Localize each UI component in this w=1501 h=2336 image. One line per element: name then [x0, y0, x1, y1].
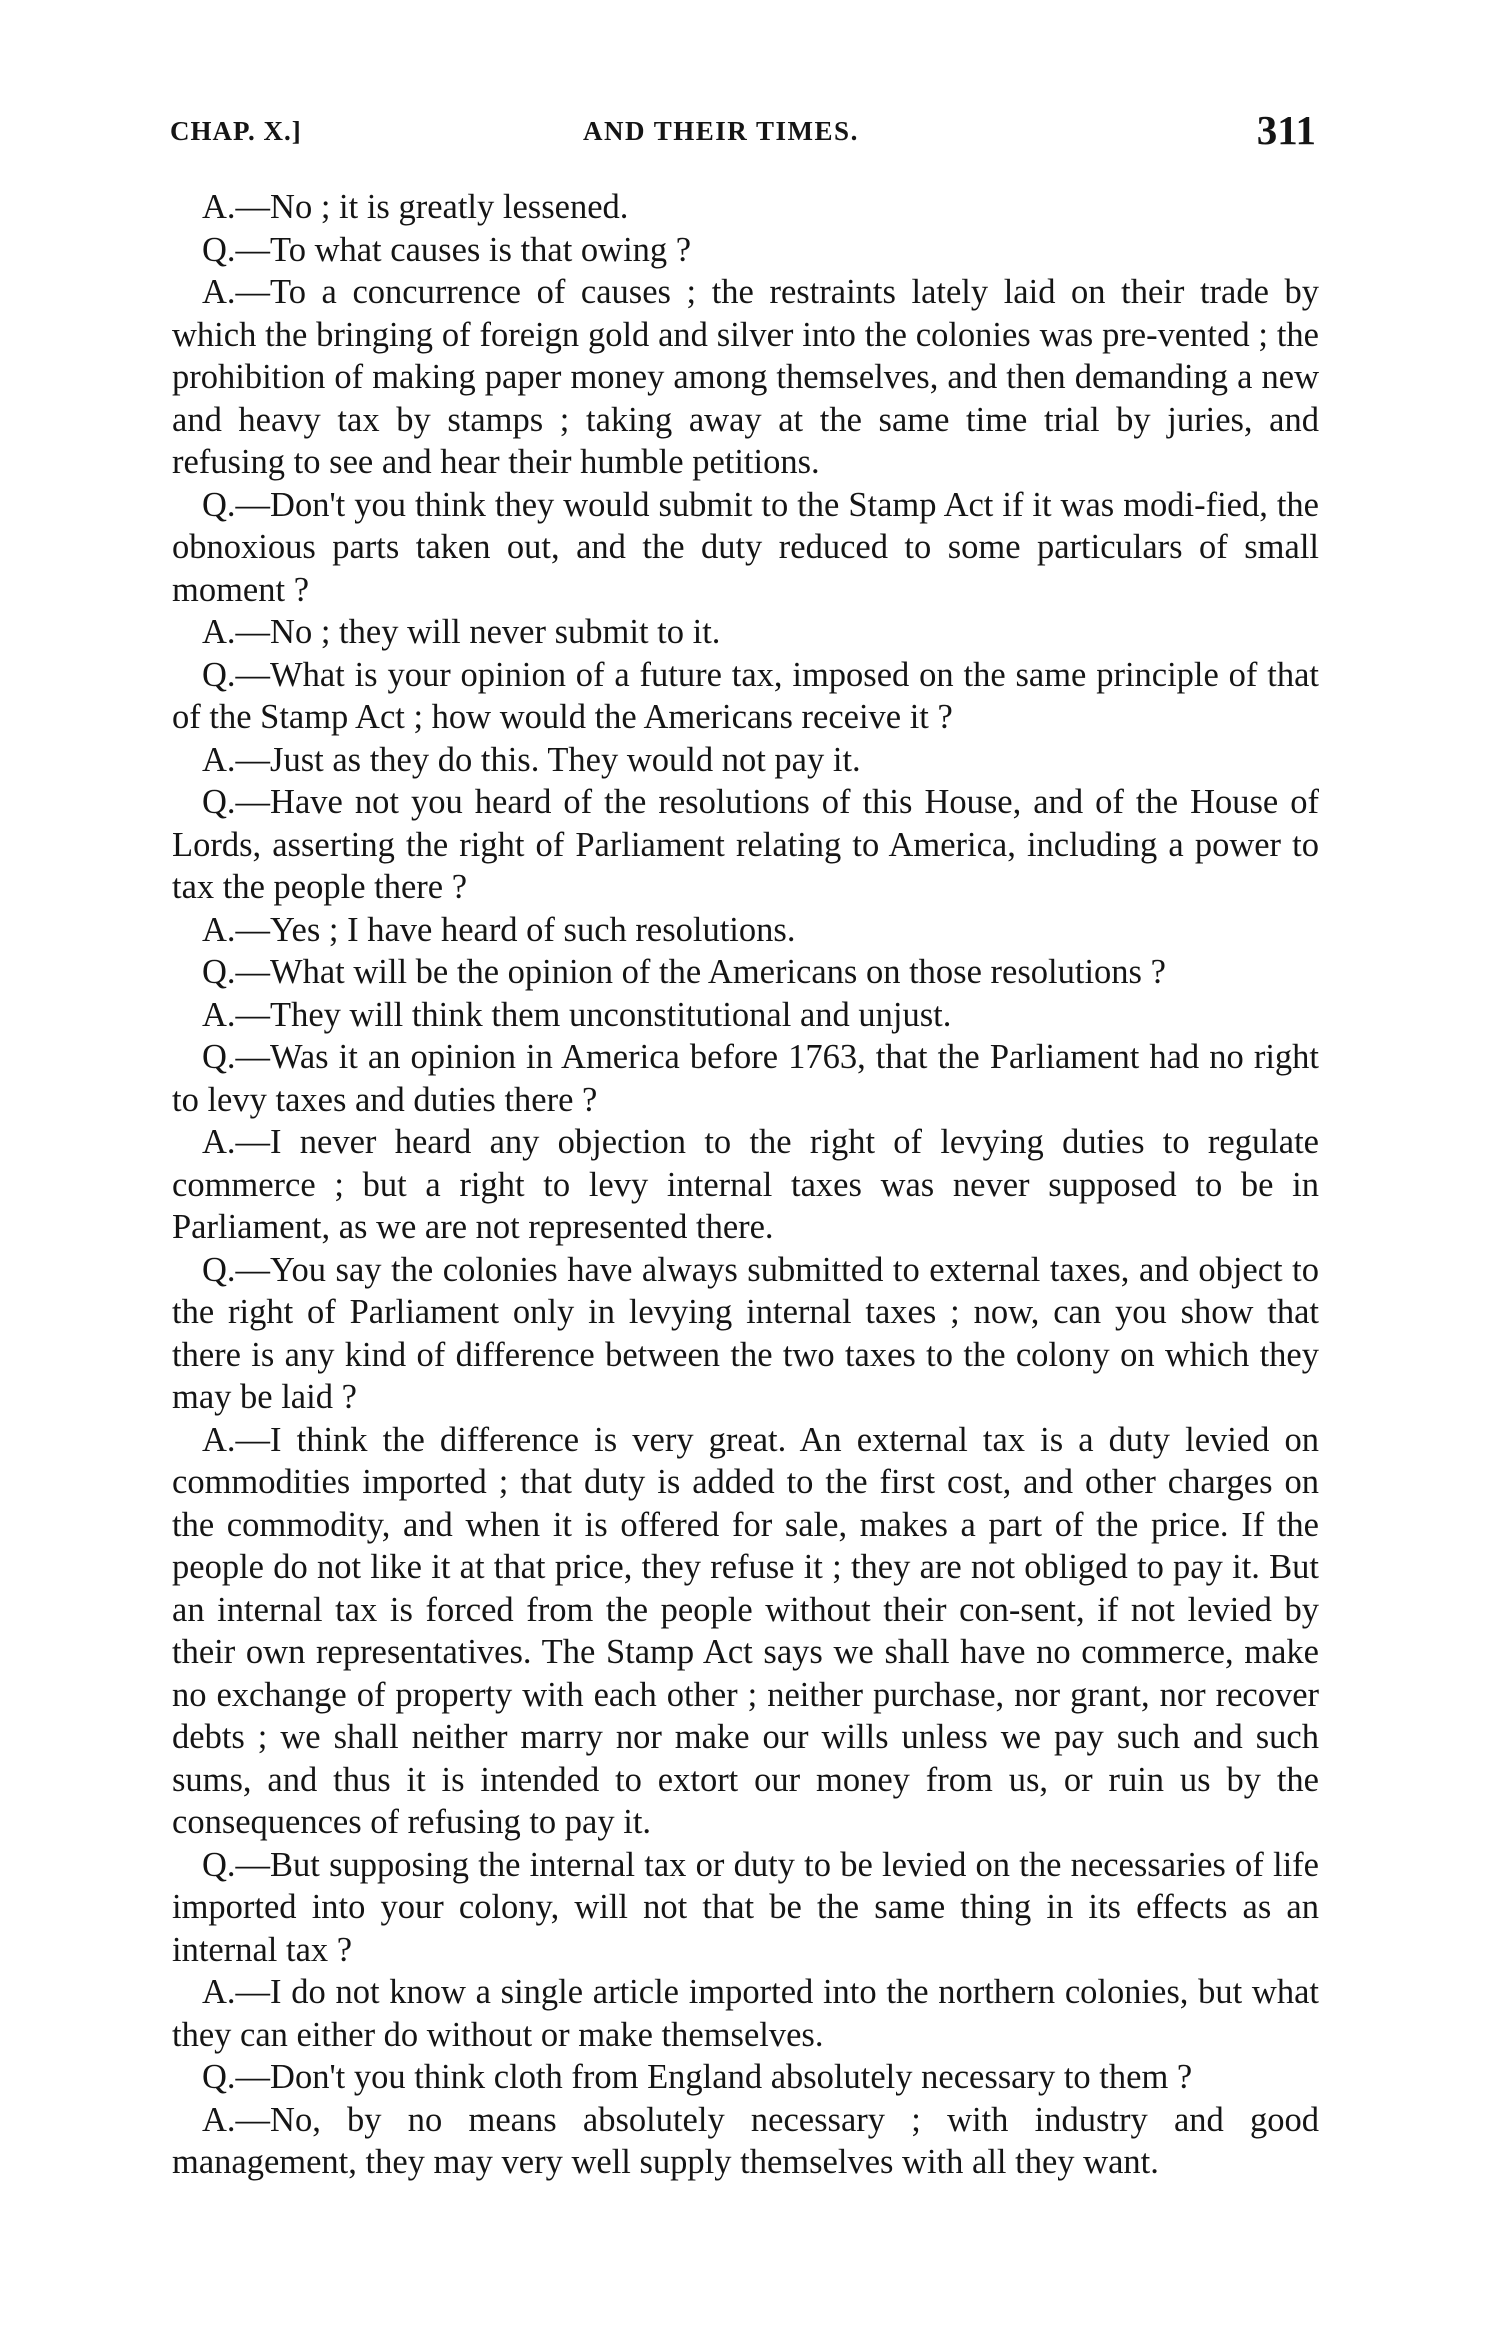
paragraph: Q.—What will be the opinion of the Americans on those resolutions ?: [202, 953, 1166, 991]
running-head: [170, 104, 1316, 164]
paragraph: A.—They will think them unconstitutional and unjust.: [202, 995, 952, 1034]
paragraph: Q.—You say the colonies have always submitted to external taxes, and object to the right of Parliament only in levying internal taxes ; now, can you show that there is any kind of difference between the two taxes to the colony on which they may be laid ?: [172, 1250, 1319, 1416]
paragraph: Q.—Was it an opinion in America before 1763, that the Parliament had no right to levy taxes and duties there ?: [172, 1038, 1319, 1119]
paragraph: A.—I do not know a single article imported into the northern colonies, but what they can either do without or make themselves.: [172, 1973, 1319, 2054]
body-text: [172, 186, 1319, 2184]
paragraph: A.—Just as they do this. They would not pay it.: [202, 740, 861, 779]
paragraph: A.—To a concurrence of causes ; the restraints lately laid on their trade by which the bringing of foreign gold and silver into the colonies was pre-vented ; the prohibition of making paper money among themselves, and then demanding a new and heavy tax by stamps ; taking away at the same time trial by juries, and refusing to see and hear their humble petitions.: [172, 273, 1319, 481]
chapter-label: CHAP. X.]: [170, 116, 302, 146]
paragraph: A.—No ; they will never submit to it.: [202, 613, 721, 651]
paragraph: A.—No ; it is greatly lessened.: [202, 188, 629, 226]
paragraph: Q.—Don't you think cloth from England absolutely necessary to them ?: [202, 2058, 1193, 2096]
paragraph: Q.—But supposing the internal tax or duty to be levied on the necessaries of life imported into your colony, will not that be the same thing in its effects as an internal tax ?: [172, 1845, 1319, 1969]
running-title: AND THEIR TIMES.: [583, 116, 859, 146]
paragraph: A.—I never heard any objection to the right of levying duties to regulate commerce ; but a right to levy internal taxes was never supposed to be in Parliament, as we are not represented there.: [172, 1123, 1319, 1246]
paragraph: Q.—What is your opinion of a future tax, imposed on the same principle of that of the Stamp Act ; how would the Americans receive it ?: [172, 655, 1319, 736]
paragraph: Q.—To what causes is that owing ?: [202, 230, 692, 269]
paragraph: Q.—Have not you heard of the resolutions of this House, and of the House of Lords, asserting the right of Parliament relating to America, including a power to tax the people there ?: [172, 783, 1319, 906]
paragraph: A.—Yes ; I have heard of such resolutions.: [202, 910, 796, 949]
paragraph: Q.—Don't you think they would submit to the Stamp Act if it was modi-fied, the obnoxious parts taken out, and the duty reduced to some particulars of small moment ?: [172, 485, 1319, 609]
paragraph: A.—I think the difference is very great. An external tax is a duty levied on commodities imported ; that duty is added to the first cost, and other charges on the commodity, and when it is offered for sale, makes a part of the price. If the people do not like it at that price, they refuse it ; they are not obliged to pay it. But an internal tax is forced from the people without their con-sent, if not levied by their own representatives. The Stamp Act says we shall have no commerce, make no exchange of property with each other ; neither purchase, nor grant, nor recover debts ; we shall neither marry nor make our wills unless we pay such and such sums, and thus it is intended to extort our money from us, or ruin us by the consequences of refusing to pay it.: [172, 1420, 1319, 1841]
page-number: 311: [1256, 107, 1316, 153]
paragraph: A.—No, by no means absolutely necessary ; with industry and good management, they may very well supply themselves with all they want.: [172, 2100, 1319, 2181]
